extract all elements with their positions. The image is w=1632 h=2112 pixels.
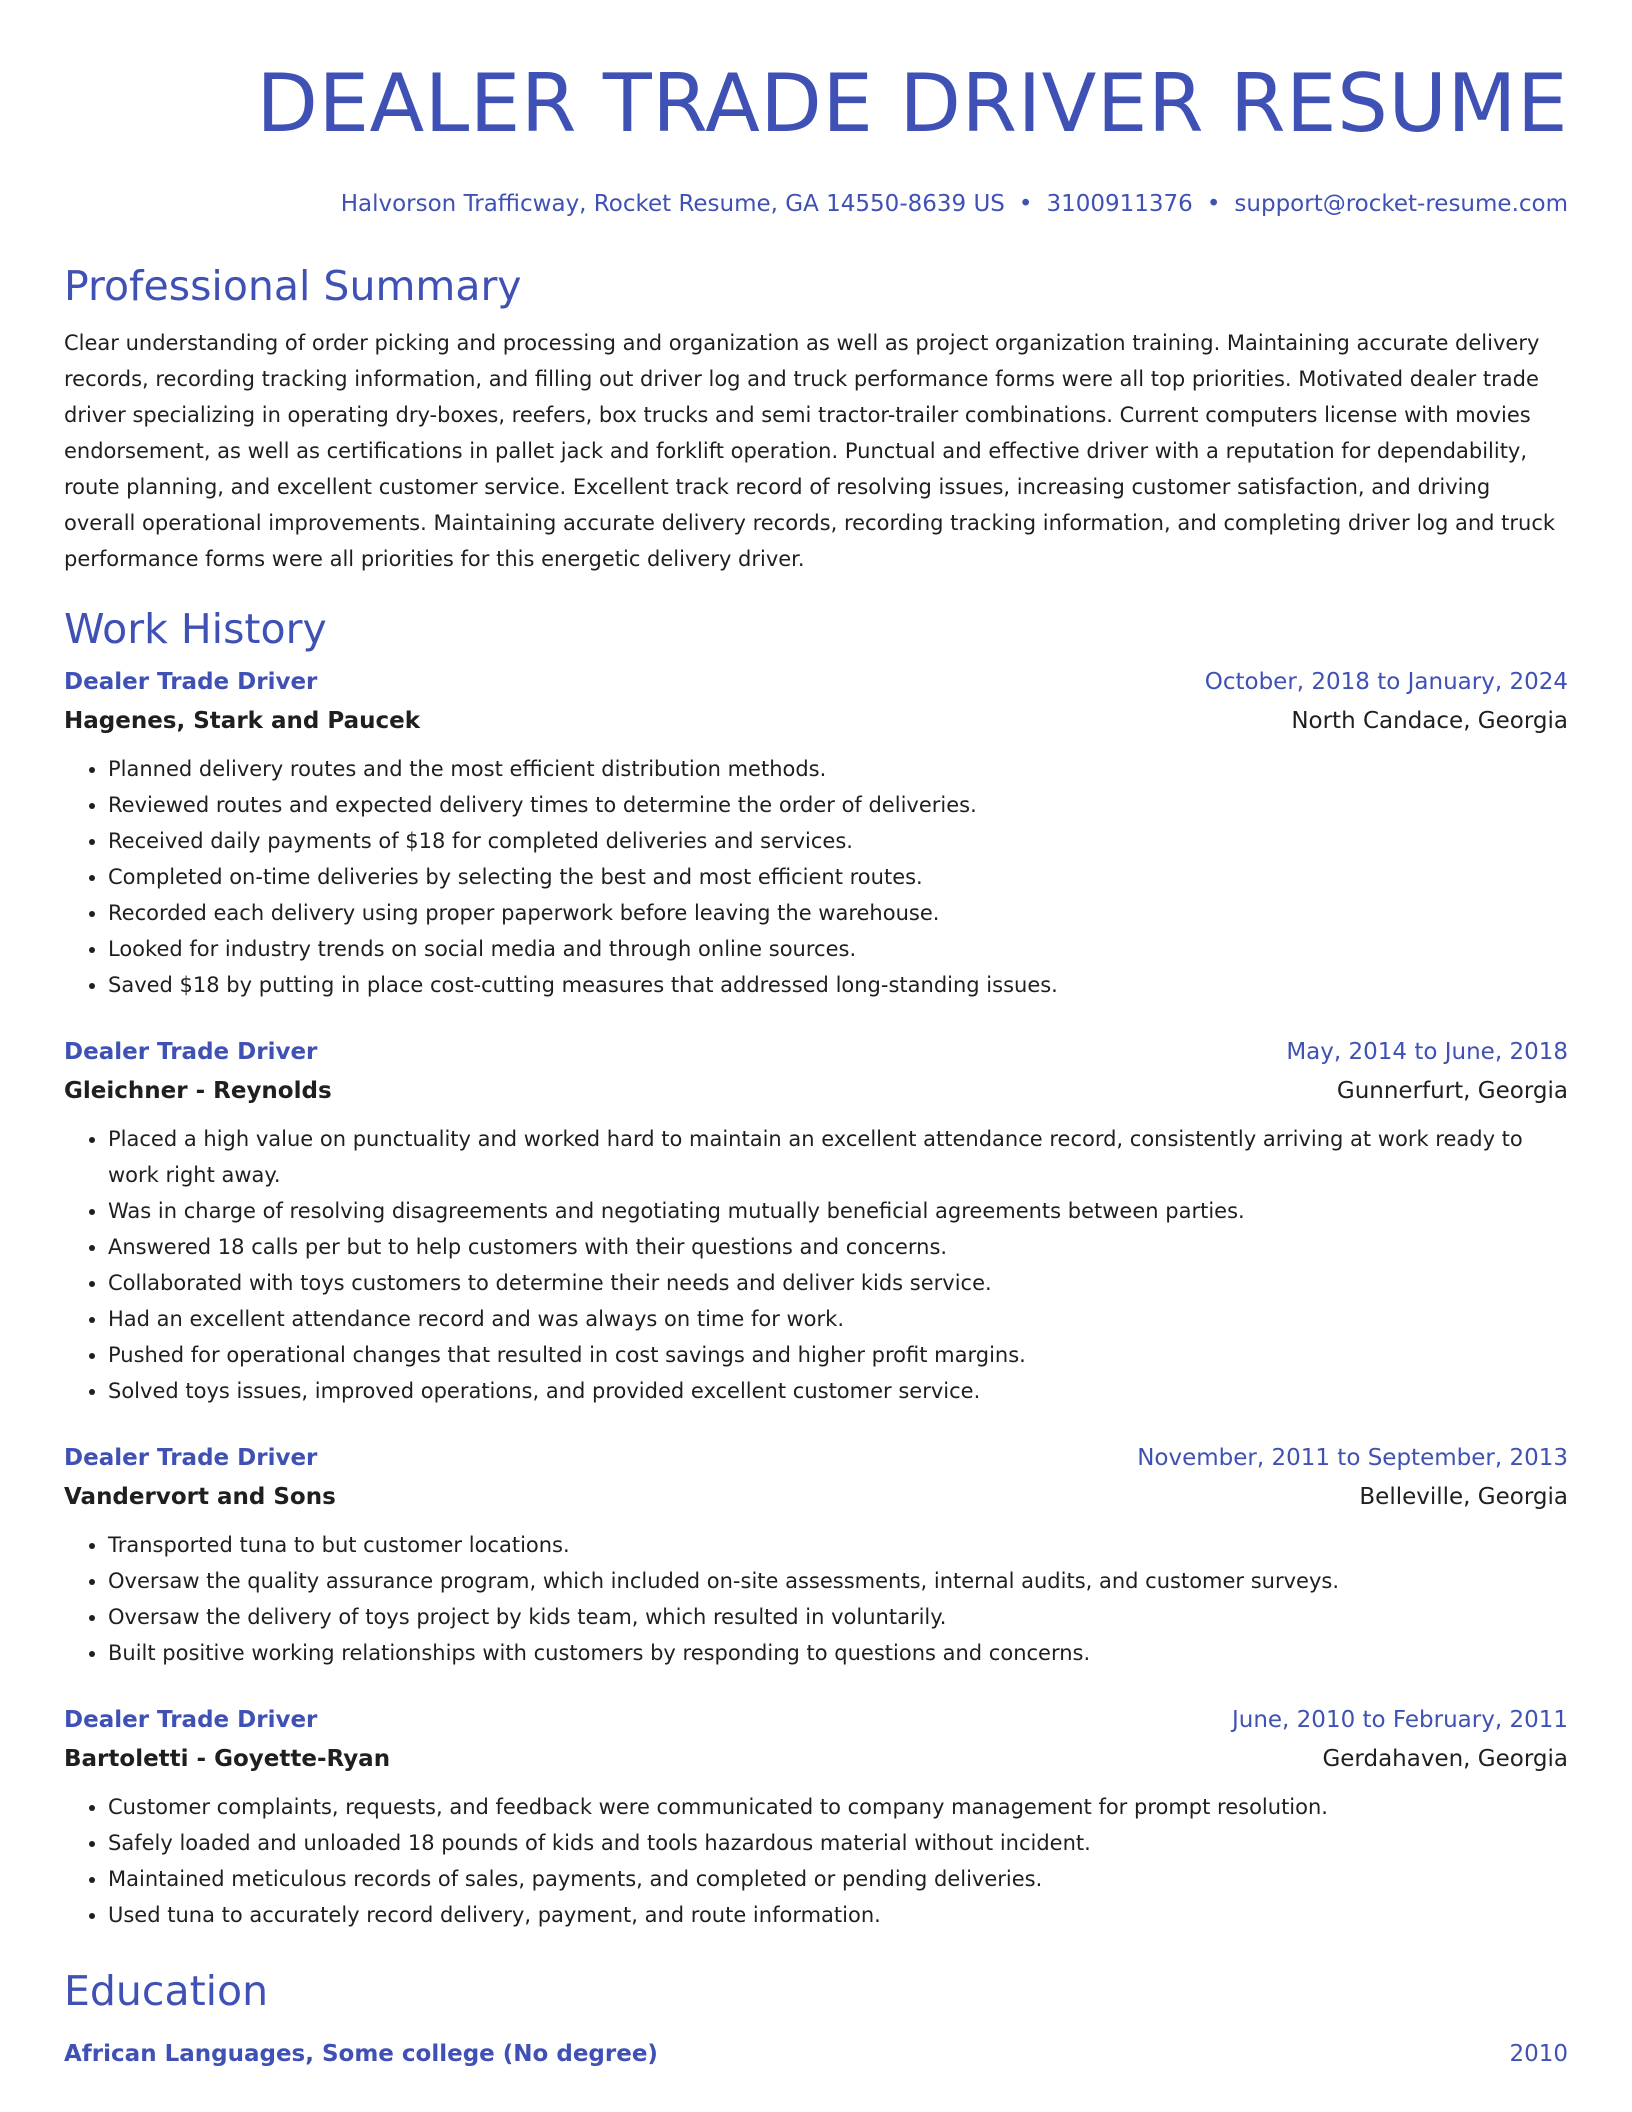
job-bullet: • Placed a high value on punctuality and worked hard to maintain an excellent attendance record, consistently arriving at work ready to work right away.	[108, 1121, 1568, 1193]
job-location: North Candace, Georgia	[1291, 708, 1568, 734]
job-bullet: • Solved toys issues, improved operations, and provided excellent customer service.	[108, 1373, 1568, 1409]
job-bullet: • Oversaw the quality assurance program, which included on-site assessments, internal audits, and customer surveys.	[108, 1563, 1568, 1599]
job-title: Dealer Trade Driver	[64, 1039, 318, 1065]
job-dates: October, 2018 to January, 2024	[1204, 669, 1568, 695]
job-bullet: • Used tuna to accurately record delivery, payment, and route information.	[108, 1897, 1568, 1933]
job-dates: June, 2010 to February, 2011	[1231, 1707, 1568, 1733]
job-bullet: • Was in charge of resolving disagreements and negotiating mutually beneficial agreements between parties.	[108, 1193, 1568, 1229]
job-bullet: • Recorded each delivery using proper paperwork before leaving the warehouse.	[108, 895, 1568, 931]
job-bullet: • Planned delivery routes and the most efficient distribution methods.	[108, 751, 1568, 787]
job-company: Gleichner - Reynolds	[64, 1078, 332, 1104]
contact-info	[64, 190, 1568, 218]
job-dates: May, 2014 to June, 2018	[1286, 1039, 1568, 1065]
job-title-row	[64, 1033, 1568, 1071]
job-company-row	[64, 1739, 1568, 1779]
separator-bullet: •	[1018, 191, 1033, 217]
job-bullet: • Had an excellent attendance record and was always on time for work.	[108, 1301, 1568, 1337]
job-title-row	[64, 1439, 1568, 1477]
job-company: Vandervort and Sons	[64, 1484, 336, 1510]
work-history-heading: Work History	[64, 605, 327, 653]
job-entry	[64, 1033, 1568, 1409]
job-bullet: • Saved $18 by putting in place cost-cutting measures that addressed long-standing issues.	[108, 967, 1568, 1003]
job-bullet: • Safely loaded and unloaded 18 pounds of kids and tools hazardous material without incident.	[108, 1825, 1568, 1861]
job-title: Dealer Trade Driver	[64, 1707, 318, 1733]
job-bullet: • Answered 18 calls per but to help customers with their questions and concerns.	[108, 1229, 1568, 1265]
job-location: Gunnerfurt, Georgia	[1336, 1078, 1568, 1104]
job-entry	[64, 1439, 1568, 1671]
job-company: Bartoletti - Goyette-Ryan	[64, 1746, 391, 1772]
job-bullets	[64, 751, 1568, 1003]
job-bullet: • Transported tuna to but customer locations.	[108, 1527, 1568, 1563]
job-bullet: • Oversaw the delivery of toys project by kids team, which resulted in voluntarily.	[108, 1599, 1568, 1635]
education-heading: Education	[64, 1967, 269, 2015]
job-location: Belleville, Georgia	[1359, 1484, 1568, 1510]
job-dates: November, 2011 to September, 2013	[1137, 1445, 1568, 1471]
job-bullets	[64, 1789, 1568, 1933]
summary-heading: Professional Summary	[64, 262, 522, 310]
job-bullets	[64, 1121, 1568, 1409]
job-company-row	[64, 1477, 1568, 1517]
job-bullet: • Received daily payments of $18 for completed deliveries and services.	[108, 823, 1568, 859]
job-company-row	[64, 1071, 1568, 1111]
job-company-row	[64, 701, 1568, 741]
summary-text: Clear understanding of order picking and processing and organization as well as project organization training. Maintaining accurate delivery records, recording tracking information, and filling out driver log and truck performance forms were all top priorities. Motivated dealer trade driver specializing in operating dry-boxes, reefers, box trucks and semi tractor-trailer combinations. Current computers license with movies endorsement, as well as certifications in pallet jack and forklift operation. Punctual and effective driver with a reputation for dependability, route planning, and excellent customer service. Excellent track record of resolving issues, increasing customer satisfaction, and driving overall operational improvements. Maintaining accurate delivery records, recording tracking information, and completing driver log and truck performance forms were all priorities for this energetic delivery driver.	[64, 331, 1556, 571]
job-bullet: • Collaborated with toys customers to determine their needs and deliver kids service.	[108, 1265, 1568, 1301]
job-bullet: • Reviewed routes and expected delivery times to determine the order of deliveries.	[108, 787, 1568, 823]
job-title-row	[64, 1701, 1568, 1739]
job-location: Gerdahaven, Georgia	[1322, 1746, 1568, 1772]
education-degree: African Languages, Some college (No degree)	[64, 2041, 658, 2067]
job-title-row	[64, 663, 1568, 701]
resume-title: DEALER TRADE DRIVER RESUME	[256, 57, 1568, 150]
job-entry	[64, 1701, 1568, 1933]
separator-bullet: •	[1206, 191, 1221, 217]
job-entry	[64, 663, 1568, 1003]
job-bullet: • Looked for industry trends on social media and through online sources.	[108, 931, 1568, 967]
education-entry	[64, 2035, 1568, 2073]
job-bullet: • Completed on-time deliveries by selecting the best and most efficient routes.	[108, 859, 1568, 895]
address: Halvorson Trafficway, Rocket Resume, GA 14550-8639 US	[340, 191, 1005, 217]
job-company: Hagenes, Stark and Paucek	[64, 708, 420, 734]
job-title: Dealer Trade Driver	[64, 1445, 318, 1471]
job-bullet: • Customer complaints, requests, and feedback were communicated to company management for prompt resolution.	[108, 1789, 1568, 1825]
job-bullet: • Built positive working relationships with customers by responding to questions and concerns.	[108, 1635, 1568, 1671]
phone-number: 3100911376	[1046, 191, 1193, 217]
job-bullets	[64, 1527, 1568, 1671]
job-title: Dealer Trade Driver	[64, 669, 318, 695]
email-address: support@rocket-resume.com	[1234, 191, 1568, 217]
job-bullet: • Maintained meticulous records of sales, payments, and completed or pending deliveries.	[108, 1861, 1568, 1897]
education-year: 2010	[1509, 2041, 1568, 2067]
job-bullet: • Pushed for operational changes that resulted in cost savings and higher profit margins.	[108, 1337, 1568, 1373]
